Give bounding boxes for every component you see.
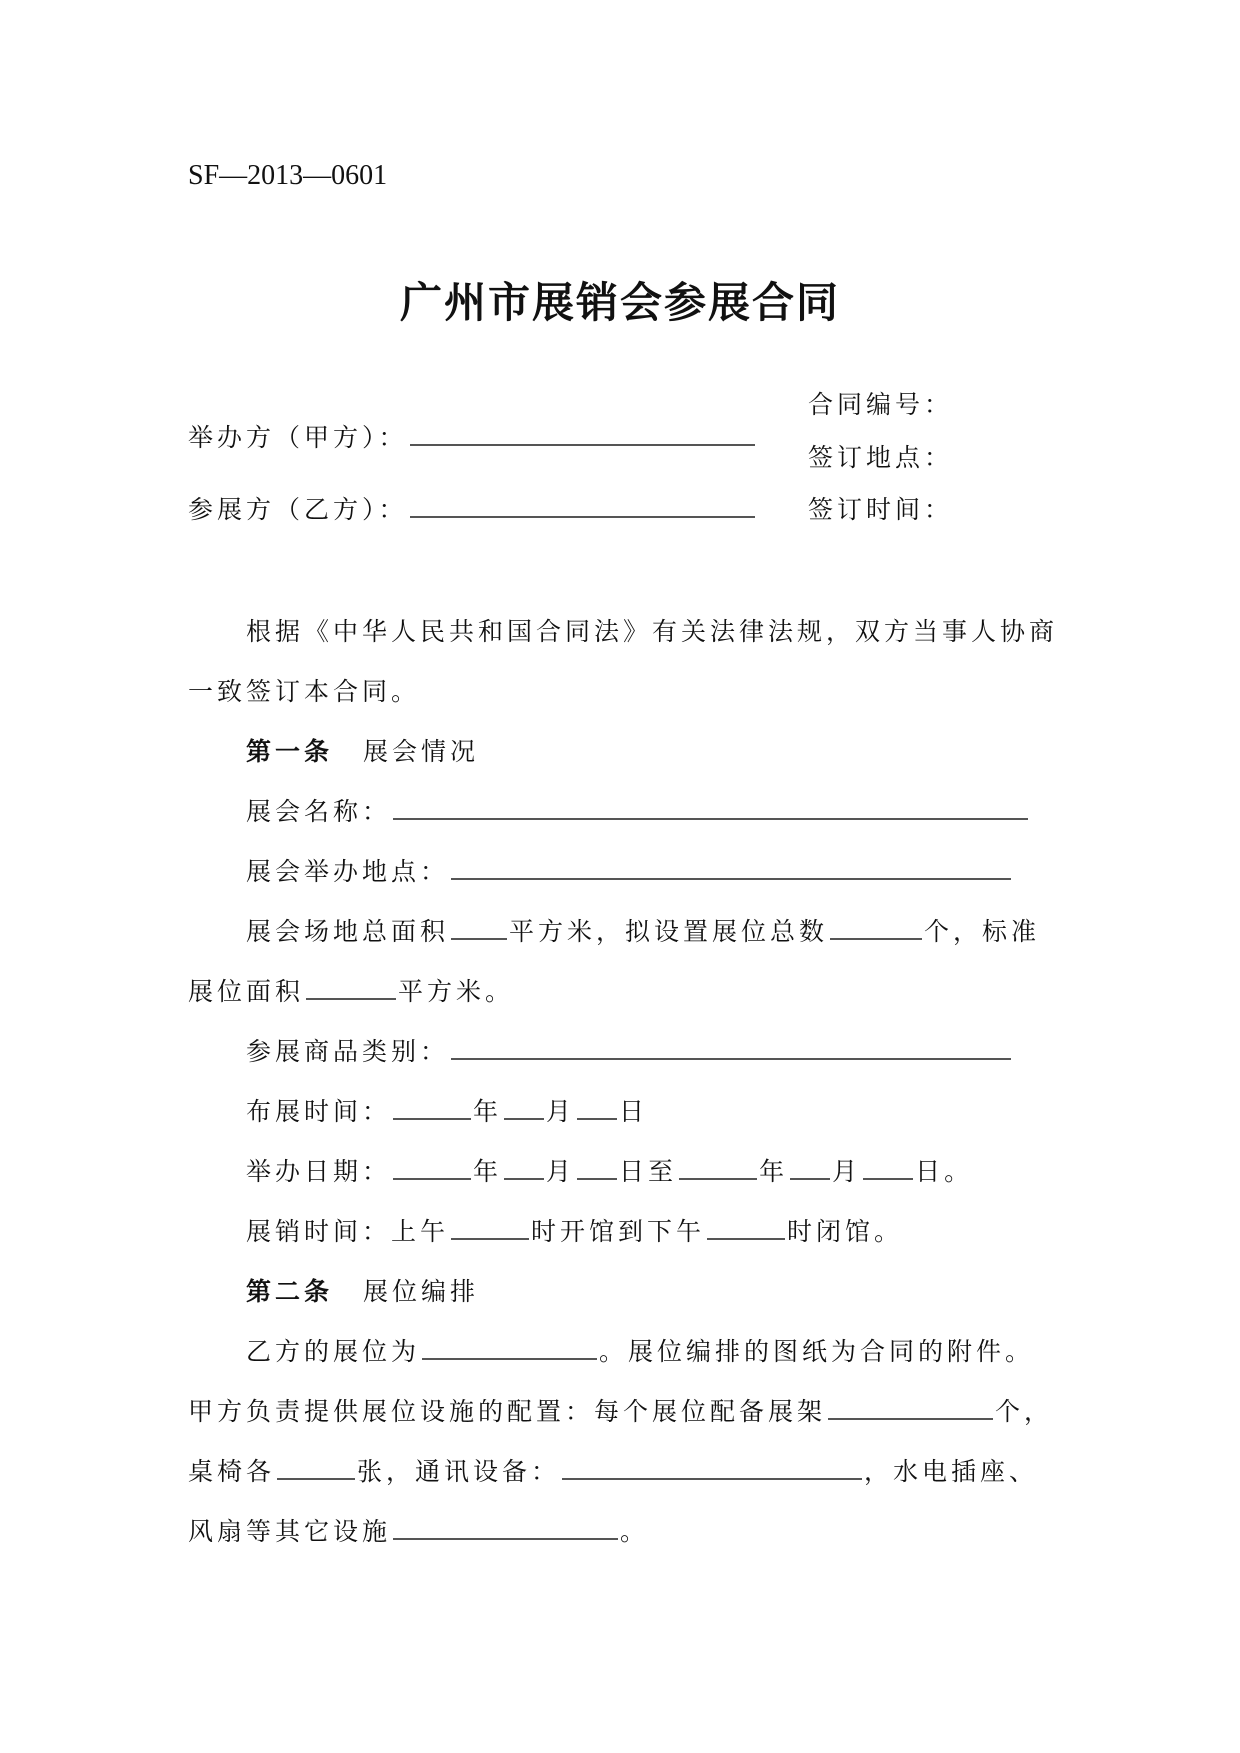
expo-name-label: 展会名称： — [246, 797, 392, 826]
sign-place-label: 签订地点： — [808, 443, 954, 472]
start-day-field[interactable] — [577, 1156, 617, 1180]
equipment-text: 张，通讯设备： — [357, 1457, 561, 1486]
rack-count-field[interactable] — [828, 1396, 993, 1420]
area-text: 平方米，拟设置展位总数 — [509, 917, 829, 946]
year-text: 年 — [473, 1097, 503, 1126]
day-to-text: 日至 — [619, 1157, 678, 1186]
start-year-field[interactable] — [393, 1156, 471, 1180]
year-text: 年 — [473, 1157, 503, 1186]
other-facilities-field[interactable] — [393, 1516, 618, 1540]
start-month-field[interactable] — [504, 1156, 544, 1180]
booth-area-field[interactable] — [306, 976, 396, 1000]
hold-label: 举办日期： — [246, 1157, 392, 1186]
article-1-heading — [246, 732, 479, 768]
end-year-field[interactable] — [679, 1156, 757, 1180]
open-hour-field[interactable] — [451, 1216, 529, 1240]
category-field[interactable] — [451, 1036, 1011, 1060]
booth-text: 。展位编排的图纸为合同的附件。 — [599, 1337, 1035, 1366]
close-hour-field[interactable] — [707, 1216, 785, 1240]
setup-month-field[interactable] — [504, 1096, 544, 1120]
hours-label: 展销时间：上午 — [246, 1217, 450, 1246]
booth-field[interactable] — [422, 1336, 597, 1360]
hours-text: 时开馆到下午 — [531, 1217, 706, 1246]
equipment-text: 风扇等其它设施 — [188, 1517, 392, 1546]
comm-equipment-field[interactable] — [562, 1456, 862, 1480]
month-text: 月 — [832, 1157, 862, 1186]
article-2-number: 第二条 — [246, 1277, 334, 1306]
area-text: 平方米。 — [398, 977, 515, 1006]
month-text: 月 — [546, 1157, 576, 1186]
preamble-line-1: 根据《中华人民共和国合同法》有关法律法规，双方当事人协商 — [246, 617, 1059, 646]
area-text: 个，标准 — [924, 917, 1041, 946]
equipment-text: 个， — [995, 1397, 1054, 1426]
party-b-label: 参展方（乙方）： — [188, 495, 408, 524]
party-a-field[interactable] — [410, 422, 755, 446]
day-end-text: 日。 — [915, 1157, 974, 1186]
setup-label: 布展时间： — [246, 1097, 392, 1126]
month-text: 月 — [546, 1097, 576, 1126]
expo-name-field[interactable] — [393, 796, 1028, 820]
article-1-title: 展会情况 — [363, 737, 480, 766]
article-2-title: 展位编排 — [363, 1277, 480, 1306]
area-row-2 — [188, 972, 514, 1008]
expo-venue-field[interactable] — [451, 856, 1011, 880]
end-day-field[interactable] — [863, 1156, 913, 1180]
equipment-row-3 — [188, 1512, 649, 1548]
party-b-field[interactable] — [410, 494, 755, 518]
page-title: 广州市展销会参展合同 — [399, 278, 840, 327]
equipment-text: 。 — [620, 1517, 650, 1546]
preamble-line-2: 一致签订本合同。 — [188, 677, 421, 706]
contract-no-label: 合同编号： — [808, 390, 954, 419]
equipment-row-2 — [188, 1452, 1038, 1488]
booth-row — [246, 1332, 1034, 1368]
year-text: 年 — [759, 1157, 789, 1186]
day-text: 日 — [619, 1097, 649, 1126]
party-a-label: 举办方（甲方）： — [188, 423, 408, 452]
expo-name-row — [246, 792, 1030, 828]
party-b-row — [188, 490, 757, 526]
area-row-1 — [246, 912, 1040, 948]
category-label: 参展商品类别： — [246, 1037, 450, 1066]
hold-date-row — [246, 1152, 973, 1188]
category-row — [246, 1032, 1013, 1068]
area-text: 展位面积 — [188, 977, 305, 1006]
expo-venue-label: 展会举办地点： — [246, 857, 450, 886]
area-text: 展会场地总面积 — [246, 917, 450, 946]
article-1-number: 第一条 — [246, 737, 334, 766]
equipment-text: 甲方负责提供展位设施的配置：每个展位配备展架 — [188, 1397, 827, 1426]
end-month-field[interactable] — [790, 1156, 830, 1180]
booth-count-field[interactable] — [830, 916, 922, 940]
setup-time-row — [246, 1092, 648, 1128]
equipment-row-1 — [188, 1392, 1053, 1428]
document-code: SF—2013—0601 — [188, 160, 388, 191]
equipment-text: 桌椅各 — [188, 1457, 276, 1486]
hours-row — [246, 1212, 903, 1248]
total-area-field[interactable] — [451, 916, 507, 940]
hours-text: 时闭馆。 — [787, 1217, 904, 1246]
setup-year-field[interactable] — [393, 1096, 471, 1120]
equipment-text: ，水电插座、 — [864, 1457, 1039, 1486]
booth-text: 乙方的展位为 — [246, 1337, 421, 1366]
furniture-count-field[interactable] — [277, 1456, 355, 1480]
sign-time-label: 签订时间： — [808, 495, 954, 524]
party-a-row — [188, 418, 757, 454]
article-2-heading — [246, 1272, 479, 1308]
expo-venue-row — [246, 852, 1013, 888]
setup-day-field[interactable] — [577, 1096, 617, 1120]
